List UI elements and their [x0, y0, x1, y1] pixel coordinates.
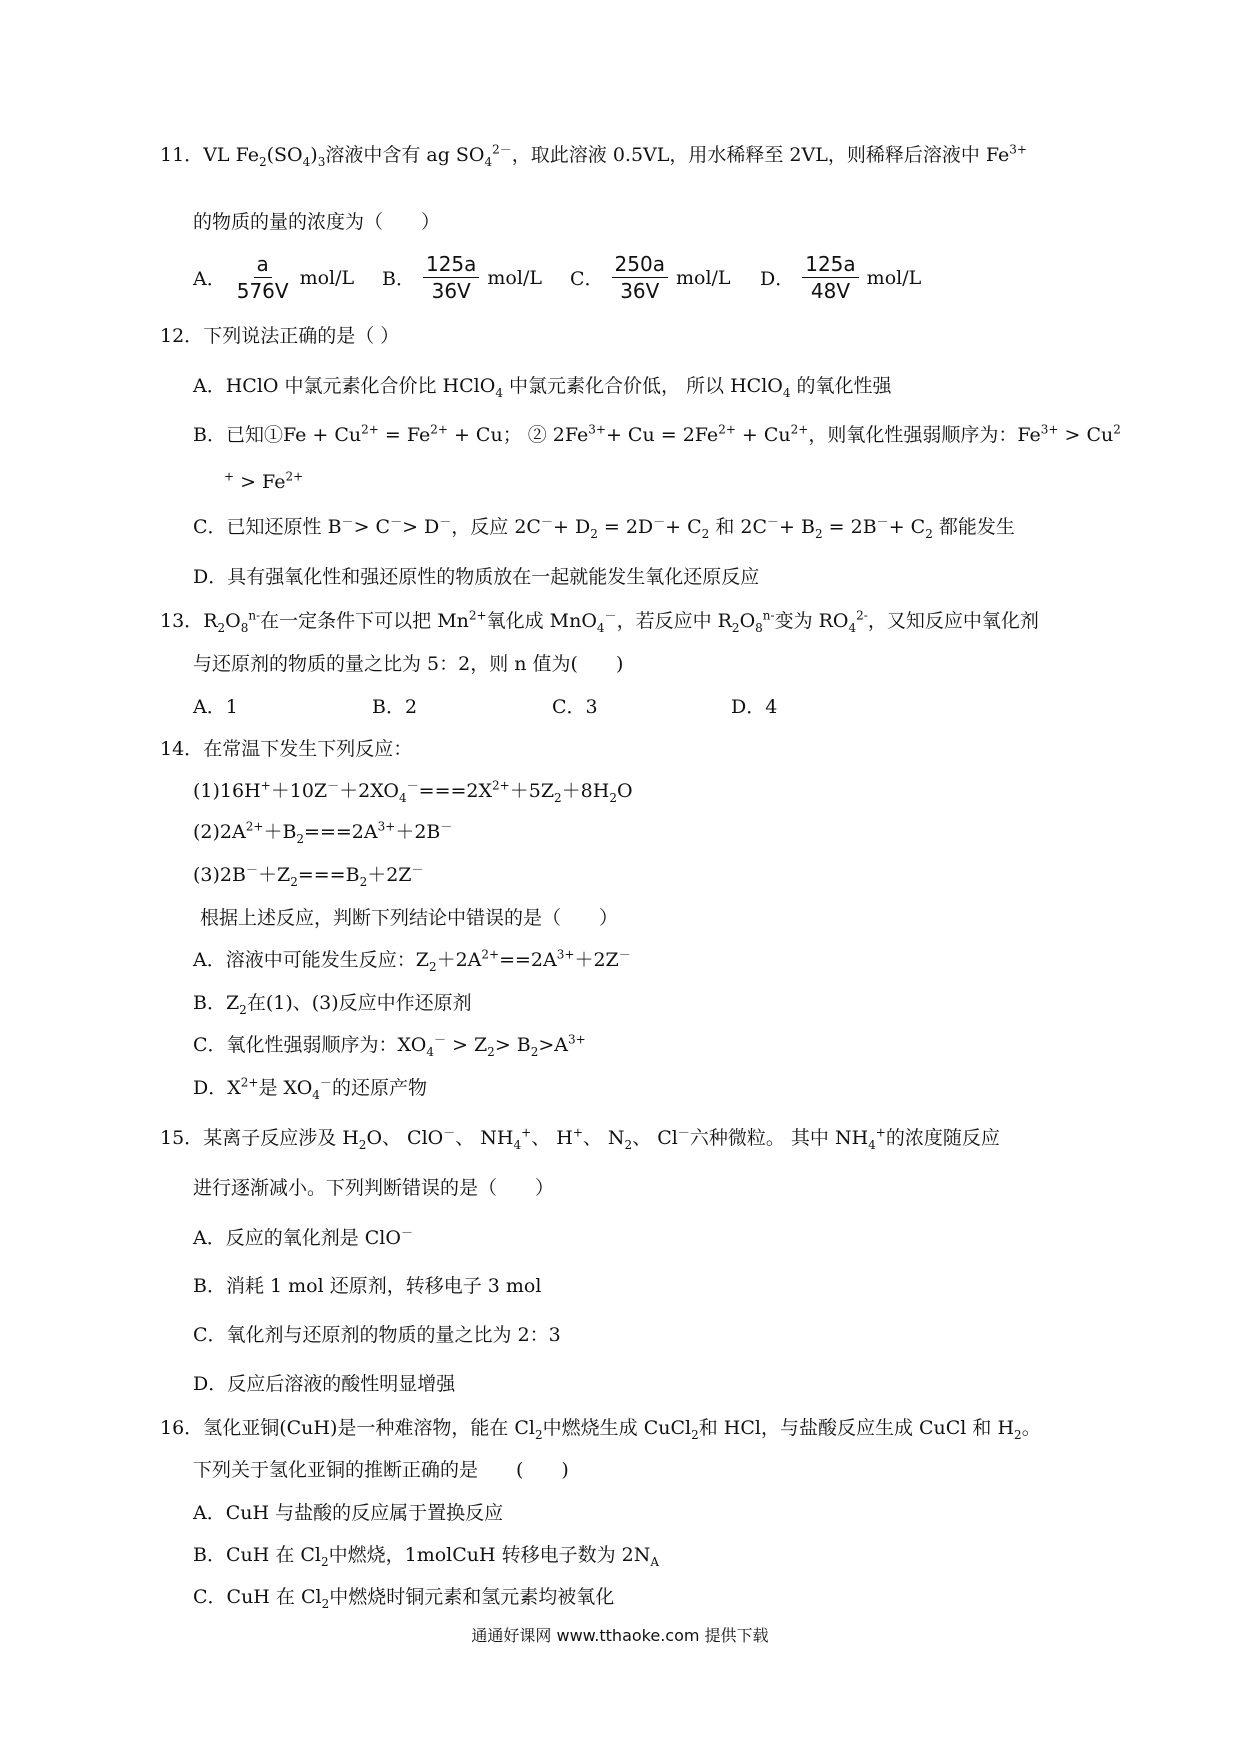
q14-reaction-1: $(1)16H^++10Z^-+2XO_4^-===2X^{2+}+5Z_2+8H_2O$ — [193, 778, 633, 805]
q15-line1: 15．某离子反应涉及 $H_2O$、 ClO－、 $NH_4^+$、 H+、 $N_2$、 Cl－六种微粒。 其中 $NH_4^+$的浓度随反应 — [160, 1125, 1000, 1152]
q14-judge: 根据上述反应，判断下列结论中错误的是（ ） — [200, 907, 619, 929]
q16-line1: 16．氢化亚铜(CuH)是一种难溶物，能在 $Cl_2$中燃烧生成 CuCl$_2$和 HCl，与盐酸反应生成 CuCl 和 $H_2$。 — [160, 1417, 1041, 1442]
q12-option-b: B．已知①Fe + $Cu^{2+} = Fe^{2+} + Cu$； ② $2Fe^{3+}+ Cu = 2Fe^{2+} + Cu^{2+}$，则氧化性强弱顺序为：$Fe^{3+} > Cu^2$ — [193, 422, 1121, 446]
q14-option-a: A．溶液中可能发生反应：$Z_2+2A^{2+}==2A^{3+}+2Z^-$ — [193, 947, 631, 974]
q12-option-c: C．已知还原性 B－> C－> D－，反应 $2C^-+ D_2 = 2D^-+ C_2$ 和 $2C^-+ B_2 = 2B^-+ C_2$ 都能发生 — [193, 514, 1015, 541]
q12-stem: 12．下列说法正确的是（ ） — [160, 325, 400, 347]
q12-option-b-cont: $^+ > Fe^{2+}$ — [224, 469, 304, 493]
fraction: $\frac{125a}{36V}$ — [423, 252, 479, 303]
q11-option-a: A． $\frac{a}{576V}$ mol/L — [193, 252, 355, 303]
q13-line1: 13．$R_2O_8^{n-}$在一定条件下可以把 $Mn^{2+}$氧化成 MnO$_4$－，若反应中 $R_2O_8^{n-}$变为 $RO_4^{2-}$，又知反应中氧化剂 — [160, 608, 1039, 635]
q16-line2: 下列关于氢化亚铜的推断正确的是 ( ) — [193, 1459, 569, 1481]
q16-option-b: B．CuH 在 $Cl_2$中燃烧，1molCuH 转移电子数为 $2N_A$ — [193, 1544, 660, 1569]
q13-line2: 与还原剂的物质的量之比为 5：2，则 n 值为( ) — [193, 653, 624, 675]
q15-option-b: B．消耗 1 mol 还原剂，转移电子 3 mol — [193, 1275, 542, 1297]
q11-option-b: B． $\frac{125a}{36V}$ mol/L — [382, 252, 542, 303]
q14-option-d: D．$X^{2+}$是 $XO_4^-$的还原产物 — [193, 1075, 427, 1102]
q14-stem: 14．在常温下发生下列反应： — [160, 738, 413, 760]
q11-line1: 11．VL $Fe_2(SO_4)_3$溶液中含有 ag $SO_4^{2-}$，取此溶液 0.5VL，用水稀释至 2VL，则稀释后溶液中 $Fe^{3+}$ — [160, 142, 1027, 169]
q11-option-c: C． $\frac{250a}{36V}$ mol/L — [570, 252, 731, 303]
q15-line2: 进行逐渐减小。下列判断错误的是（ ） — [193, 1177, 555, 1199]
q16-option-c: C．CuH 在 $Cl_2$中燃烧时铜元素和氢元素均被氧化 — [193, 1586, 615, 1611]
q13-option-d: D．4 — [731, 696, 778, 718]
q14-option-c: C．氧化性强弱顺序为：$XO_4^- > Z_2> B_2>A^{3+}$ — [193, 1032, 586, 1059]
q15-option-d: D．反应后溶液的酸性明显增强 — [193, 1373, 456, 1395]
page-footer: 通通好课网 www.tthaoke.com 提供下载 — [471, 1626, 769, 1645]
q12-option-d: D．具有强氧化性和强还原性的物质放在一起就能发生氧化还原反应 — [193, 566, 760, 588]
q14-reaction-3: $(3)2B^-+Z_2===B_2+2Z^-$ — [193, 862, 424, 889]
fraction: $\frac{a}{576V}$ — [236, 252, 289, 303]
q11-option-d: D． $\frac{125a}{48V}$ mol/L — [760, 252, 922, 303]
q15-option-a: A．反应的氧化剂是 ClO－ — [193, 1225, 413, 1249]
q16-option-a: A．CuH 与盐酸的反应属于置换反应 — [193, 1502, 504, 1524]
q13-option-a: A．1 — [193, 696, 238, 718]
q11-line2: 的物质的量的浓度为（ ） — [193, 211, 441, 233]
fraction: $\frac{250a}{36V}$ — [612, 252, 668, 303]
q13-option-c: C．3 — [552, 696, 598, 718]
q14-option-b: B．$Z_2$在(1)、(3)反应中作还原剂 — [193, 992, 472, 1017]
q15-option-c: C．氧化剂与还原剂的物质的量之比为 2：3 — [193, 1324, 561, 1346]
q14-reaction-2: $(2)2A^{2+}+B_2===2A^{3+}+2B^-$ — [193, 819, 453, 846]
q12-option-a: A．HClO 中氯元素化合价比 HClO$_4$ 中氯元素化合价低， 所以 HClO$_4$ 的氧化性强 — [193, 375, 892, 400]
q13-option-b: B．2 — [372, 696, 418, 718]
fraction: $\frac{125a}{48V}$ — [802, 252, 858, 303]
